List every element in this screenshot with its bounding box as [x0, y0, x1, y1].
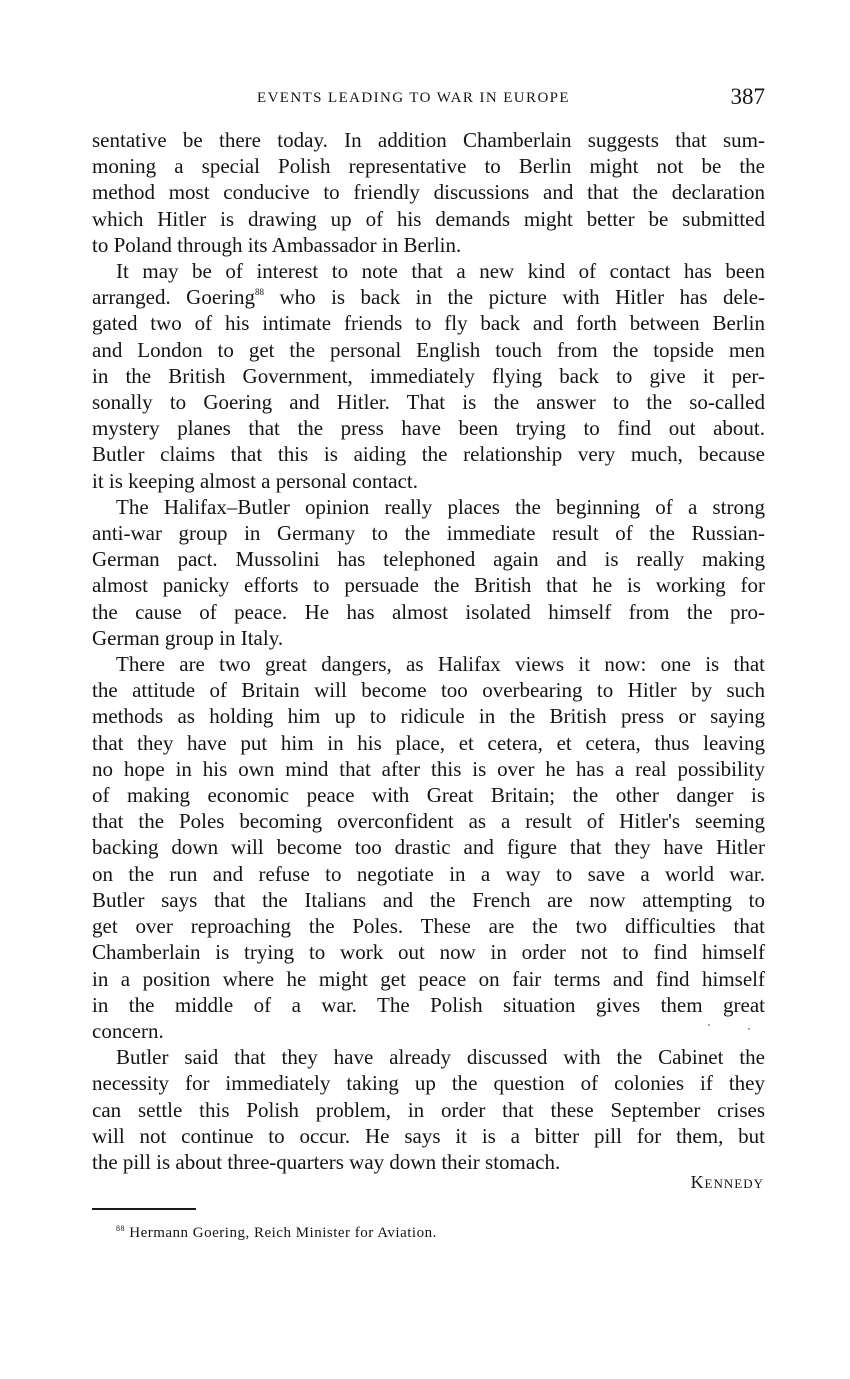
- text-fragment: arranged. Goering: [92, 285, 255, 310]
- running-head: EVENTS LEADING TO WAR IN EUROPE: [257, 90, 570, 106]
- text-line: the pill is about three-quarters way down their stomach.: [92, 1149, 561, 1174]
- text-line: backing down will become too drastic and figure that they have Hitler: [92, 835, 765, 860]
- text-line: Butler says that the Italians and the French are now attempting to: [92, 887, 765, 912]
- text-line: that they have put him in his place, et cetera, et cetera, thus leaving: [92, 730, 765, 755]
- footnote-text: Hermann Goering, Reich Minister for Aviation.: [129, 1225, 437, 1241]
- text-line: Butler said that they have already discussed with the Cabinet the: [116, 1045, 765, 1070]
- text-line: methods as holding him up to ridicule in the British press or saying: [92, 704, 765, 729]
- page-number: 387: [730, 84, 765, 109]
- text-line: German group in Italy.: [92, 625, 284, 650]
- text-line: gated two of his intimate friends to fly back and forth between Berlin: [92, 311, 765, 336]
- text-line: necessity for immediately taking up the question of colonies if they: [92, 1071, 765, 1096]
- text-line: on the run and refuse to negotiate in a way to save a world war.: [92, 861, 765, 886]
- text-line: concern.: [92, 1018, 164, 1043]
- text-line: anti-war group in Germany to the immediate result of the Russian-: [92, 521, 765, 546]
- footnote-reference[interactable]: 88: [254, 287, 264, 298]
- scan-speck: [708, 1024, 710, 1026]
- text-line: in the middle of a war. The Polish situation gives them great: [92, 992, 765, 1017]
- text-line: will not continue to occur. He says it is a bitter pill for them, but: [92, 1123, 765, 1148]
- text-line: which Hitler is drawing up of his demands might better be submitted: [92, 206, 765, 231]
- text-line: can settle this Polish problem, in order that these September crises: [92, 1097, 765, 1122]
- text-line: it is keeping almost a personal contact.: [92, 468, 418, 493]
- text-line: There are two great dangers, as Halifax views it now: one is that: [116, 652, 765, 677]
- text-line: method most conducive to friendly discussions and that the declaration: [92, 180, 765, 205]
- text-line: moning a special Polish representative to Berlin might not be the: [92, 154, 765, 179]
- text-line: no hope in his own mind that after this is over he has a real possibility: [92, 756, 765, 781]
- text-line: It may be of interest to note that a new kind of contact has been: [116, 259, 765, 284]
- letter-body: [92, 127, 765, 1175]
- footnote-divider: [92, 1208, 196, 1210]
- text-line: the attitude of Britain will become too overbearing to Hitler by such: [92, 678, 765, 703]
- text-fragment: who is back in the picture with Hitler has dele-: [263, 285, 766, 310]
- text-line: almost panicky efforts to persuade the British that he is working for: [92, 573, 765, 598]
- page-header: [92, 84, 765, 116]
- text-line: The Halifax–Butler opinion really places the beginning of a strong: [116, 494, 765, 519]
- text-line: sonally to Goering and Hitler. That is the answer to the so-called: [92, 390, 765, 415]
- text-line: German pact. Mussolini has telephoned again and is really making: [92, 547, 765, 572]
- scan-speck: [748, 1028, 750, 1030]
- text-line: Butler claims that this is aiding the relationship very much, because: [92, 442, 765, 467]
- text-line: the cause of peace. He has almost isolated himself from the pro-: [92, 599, 765, 624]
- text-line-with-footnote: [92, 284, 765, 310]
- footnote: [116, 1224, 437, 1242]
- signature: Kennedy: [690, 1172, 764, 1192]
- text-line: of making economic peace with Great Britain; the other danger is: [92, 783, 765, 808]
- text-line: to Poland through its Ambassador in Berlin.: [92, 232, 462, 257]
- text-line: and London to get the personal English touch from the topside men: [92, 337, 765, 362]
- text-line: sentative be there today. In addition Chamberlain suggests that sum-: [92, 128, 765, 152]
- text-line: in the British Government, immediately flying back to give it per-: [92, 363, 765, 388]
- text-line: in a position where he might get peace on fair terms and find himself: [92, 966, 765, 991]
- text-line: mystery planes that the press have been trying to find out about.: [92, 416, 765, 441]
- footnote-marker: 88: [116, 1224, 125, 1233]
- text-line: Chamberlain is trying to work out now in order not to find himself: [92, 940, 765, 965]
- text-line: get over reproaching the Poles. These are the two difficulties that: [92, 914, 765, 939]
- text-line: that the Poles becoming overconfident as a result of Hitler's seeming: [92, 809, 765, 834]
